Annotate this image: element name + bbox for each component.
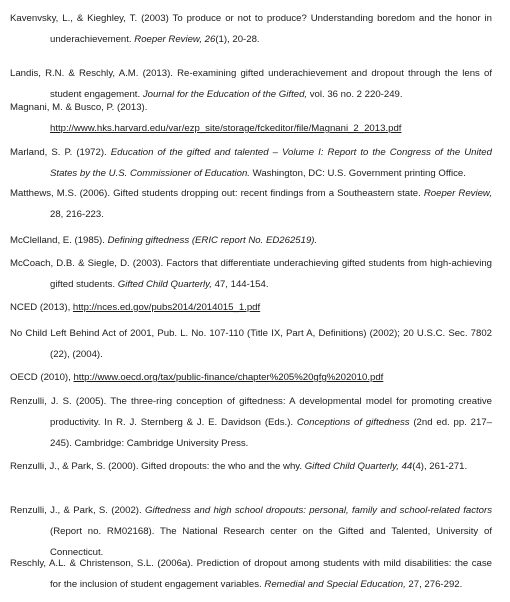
reference-source: Conceptions of giftedness — [296, 417, 410, 428]
reference-details: 28, 216-223. — [50, 209, 104, 220]
reference-text: Renzulli, J., & Park, S. (2002). — [10, 505, 145, 516]
reference-text: Magnani, M. & Busco, P. (2013). — [10, 102, 148, 113]
reference-details: (2nd ed. pp. 217–245). Cambridge: Cambridge University Press. — [50, 417, 492, 449]
reference-entry — [0, 456, 492, 477]
reference-source: Remedial and Special Education, — [264, 579, 406, 590]
reference-details: 27, 276-292. — [405, 579, 463, 590]
reference-details: vol. 36 no. 2 220-249. — [307, 89, 403, 100]
reference-source: Gifted Child Quarterly, — [117, 279, 212, 290]
reference-entry — [0, 323, 492, 365]
reference-source: Gifted Child Quarterly, 44 — [304, 461, 413, 472]
reference-source: Journal for the Education of the Gifted, — [142, 89, 308, 100]
reference-source: Roeper Review, 26 — [134, 34, 216, 45]
reference-details: 47, 144-154. — [211, 279, 269, 290]
reference-source: Giftedness and high school dropouts: personal, family and school-related factors — [144, 505, 492, 516]
reference-details: (Report no. RM02168). The National Research center on the Gifted and Talented, University of Connecticut. — [50, 526, 492, 558]
reference-text: McCoach, D.B. & Siegle, D. (2003). Factors that differentiate underachieving gifted students from high-achieving gifted students. — [10, 258, 492, 290]
reference-text: Reschly, A.L. & Christenson, S.L. (2006a). Prediction of dropout among students with mild disabilities: the case for the inclusion of student engagement variables. — [10, 558, 492, 590]
reference-details: (1), 20-28. — [215, 34, 260, 45]
reference-link[interactable]: http://nces.ed.gov/pubs2014/2014015_1.pdf — [72, 302, 261, 313]
reference-entry — [0, 253, 492, 295]
reference-link[interactable]: http://www.oecd.org/tax/public-finance/chapter%205%20gfg%202010.pdf — [73, 372, 384, 383]
reference-source: Roeper Review, — [423, 188, 492, 199]
reference-entry — [0, 183, 492, 225]
reference-entry — [0, 230, 492, 251]
reference-text: Renzulli, J., & Park, S. (2000). Gifted dropouts: the who and the why. — [10, 461, 305, 472]
reference-entry — [0, 297, 492, 318]
reference-entry — [0, 367, 492, 388]
reference-details: (4), 261-271. — [412, 461, 468, 472]
reference-entry — [0, 553, 492, 595]
reference-text: Renzulli, J. S. (2005). The three-ring conception of giftedness: A developmental model for promoting creative productivity. In R. J. Sternberg & J. E. Davidson (Eds.). — [10, 396, 492, 428]
reference-entry — [0, 142, 492, 184]
reference-text: Landis, R.N. & Reschly, A.M. (2013). Re-examining gifted underachievement and dropout through the lens of student engagement. — [10, 68, 492, 100]
reference-text: Matthews, M.S. (2006). Gifted students dropping out: recent findings from a Southeastern state. — [10, 188, 424, 199]
reference-source: Defining giftedness (ERIC report No. ED262519). — [107, 235, 318, 246]
reference-source: Education of the gifted and talented – Volume I: Report to the Congress of the United States by the U.S. Commissioner of Education. — [50, 147, 492, 179]
reference-entry — [0, 8, 492, 50]
reference-text: No Child Left Behind Act of 2001, Pub. L. No. 107-110 (Title IX, Part A, Definitions) (2002); 20 U.S.C. Sec. 7802 (22), (2004). — [10, 328, 492, 360]
reference-text: McClelland, E. (1985). — [10, 235, 108, 246]
reference-entry — [0, 391, 492, 454]
reference-entry — [0, 97, 492, 139]
reference-text: OECD (2010), — [10, 372, 74, 383]
reference-text: Marland, S. P. (1972). — [10, 147, 111, 158]
reference-link[interactable]: http://www.hks.harvard.edu/var/ezp_site/storage/fckeditor/file/Magnani_2_2013.pdf — [50, 123, 402, 134]
reference-text: NCED (2013), — [10, 302, 73, 313]
reference-details: Washington, DC: U.S. Government printing Office. — [249, 168, 466, 179]
reference-text: Kavenvsky, L., & Kieghley, T. (2003) To produce or not to produce? Understanding boredom and the honor in underachievement. — [10, 13, 492, 45]
